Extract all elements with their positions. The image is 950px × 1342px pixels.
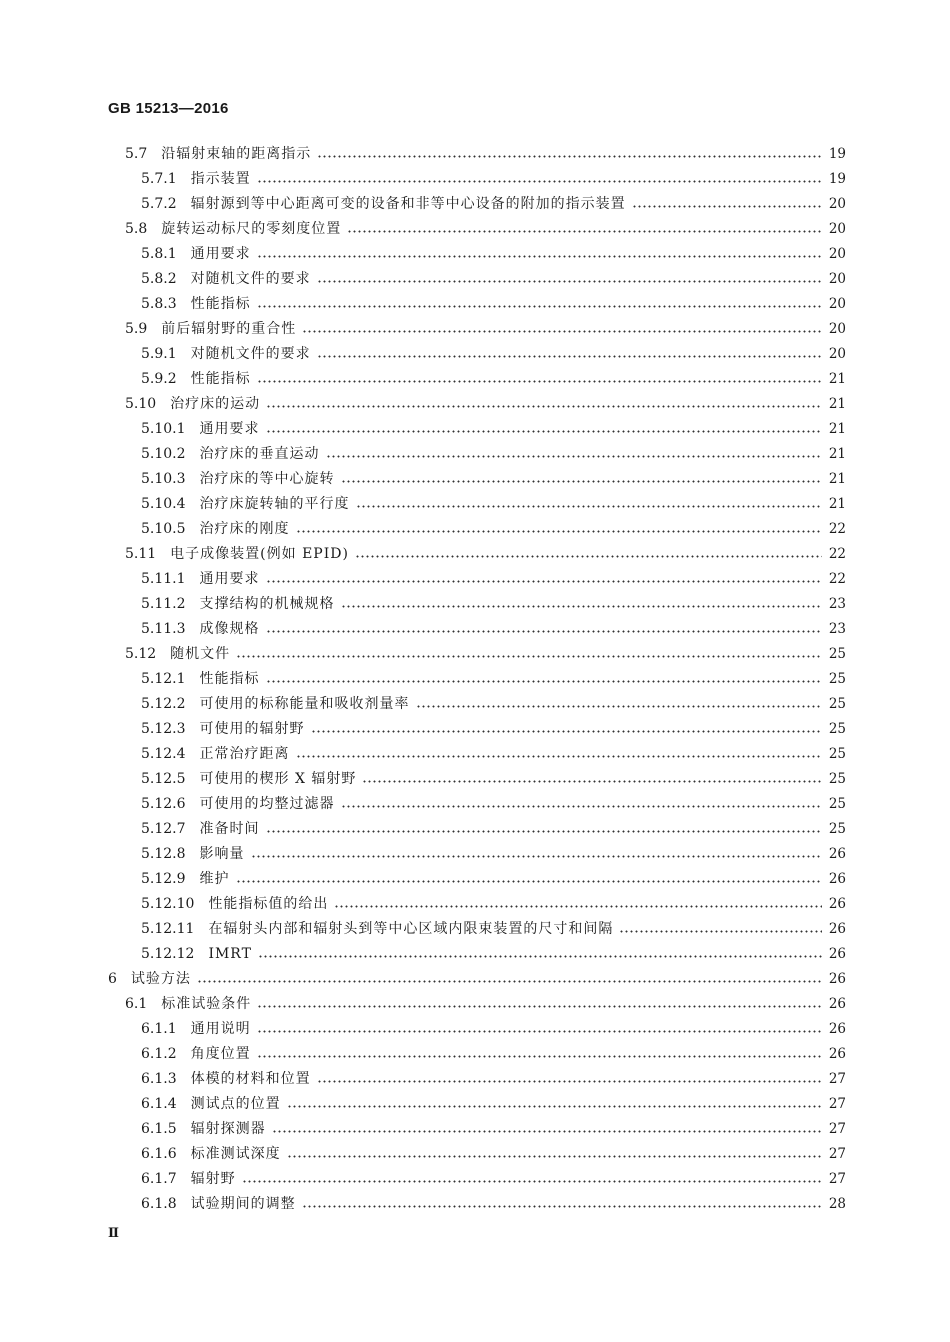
toc-leader-dots: [257, 180, 822, 183]
toc-entry-title: 性能指标: [199, 671, 260, 687]
toc-entry[interactable]: [108, 617, 846, 642]
toc-entry[interactable]: [108, 342, 846, 367]
toc-entry[interactable]: [108, 217, 846, 242]
toc-entry-title: 准备时间: [199, 821, 260, 837]
toc-entry-page: 26: [828, 1046, 846, 1062]
toc-leader-dots: [266, 580, 822, 583]
toc-entry-title: 标准试验条件: [161, 996, 252, 1012]
toc-leader-dots: [296, 755, 822, 758]
toc-entry-page: 22: [828, 546, 846, 562]
toc-entry[interactable]: [108, 1092, 846, 1117]
toc-entry-page: 27: [828, 1121, 846, 1137]
toc-leader-dots: [266, 830, 822, 833]
toc-leader-dots: [362, 780, 822, 783]
toc-entry[interactable]: [108, 292, 846, 317]
toc-entry-title: 测试点的位置: [190, 1096, 281, 1112]
page-number-footer: Ⅱ: [108, 1226, 119, 1241]
toc-entry-number: 5.12: [125, 646, 157, 662]
toc-entry-number: 5.11: [125, 546, 157, 562]
toc-entry[interactable]: [108, 467, 846, 492]
toc-leader-dots: [317, 1080, 822, 1083]
toc-entry-title: 影响量: [199, 846, 245, 862]
toc-entry[interactable]: [108, 592, 846, 617]
toc-entry-number: 5.12.10: [141, 896, 195, 912]
toc-entry-number: 5.12.5: [141, 771, 186, 787]
toc-entry[interactable]: [108, 567, 846, 592]
toc-entry-number: 5.7: [125, 146, 148, 162]
toc-leader-dots: [266, 405, 822, 408]
toc-entry-title: 辐射探测器: [190, 1121, 266, 1137]
toc-entry[interactable]: [108, 892, 846, 917]
toc-entry[interactable]: [108, 417, 846, 442]
toc-entry-page: 27: [828, 1071, 846, 1087]
toc-entry-page: 20: [828, 271, 846, 287]
toc-leader-dots: [272, 1130, 822, 1133]
toc-leader-dots: [334, 905, 822, 908]
toc-entry[interactable]: [108, 992, 846, 1017]
toc-entry[interactable]: [108, 392, 846, 417]
toc-entry[interactable]: [108, 642, 846, 667]
toc-entry-page: 21: [828, 421, 846, 437]
toc-entry-title: 维护: [199, 871, 230, 887]
toc-entry[interactable]: [108, 1042, 846, 1067]
toc-entry-page: 20: [828, 296, 846, 312]
toc-entry-title: 治疗床的运动: [170, 396, 261, 412]
toc-entry-number: 6.1.5: [141, 1121, 177, 1137]
toc-entry-title: 标准测试深度: [190, 1146, 281, 1162]
toc-entry-number: 5.8: [125, 221, 148, 237]
toc-entry-title: 通用说明: [190, 1021, 251, 1037]
toc-entry-page: 20: [828, 221, 846, 237]
toc-leader-dots: [287, 1105, 822, 1108]
toc-entry-page: 27: [828, 1146, 846, 1162]
toc-leader-dots: [341, 480, 822, 483]
toc-entry-title: 体模的材料和位置: [190, 1071, 311, 1087]
toc-leader-dots: [619, 930, 822, 933]
toc-entry-page: 25: [828, 821, 846, 837]
toc-entry-title: 辐射野: [190, 1171, 236, 1187]
toc-leader-dots: [236, 880, 822, 883]
toc-leader-dots: [287, 1155, 822, 1158]
toc-leader-dots: [257, 1055, 822, 1058]
toc-entry-page: 26: [828, 896, 846, 912]
toc-entry-page: 19: [828, 171, 846, 187]
table-of-contents: [108, 142, 846, 1217]
toc-leader-dots: [341, 605, 822, 608]
toc-entry-title: 通用要求: [199, 421, 260, 437]
toc-entry[interactable]: [108, 267, 846, 292]
toc-leader-dots: [236, 655, 822, 658]
toc-leader-dots: [257, 255, 822, 258]
toc-entry-page: 23: [828, 621, 846, 637]
toc-entry-number: 5.12.11: [141, 921, 195, 937]
toc-entry-number: 5.9: [125, 321, 148, 337]
toc-entry-page: 25: [828, 696, 846, 712]
toc-entry[interactable]: [108, 1167, 846, 1192]
toc-leader-dots: [251, 855, 822, 858]
toc-leader-dots: [356, 505, 822, 508]
toc-entry[interactable]: [108, 842, 846, 867]
toc-entry-number: 5.12.12: [141, 946, 195, 962]
toc-leader-dots: [258, 955, 822, 958]
toc-leader-dots: [355, 555, 822, 558]
toc-entry-page: 26: [828, 1021, 846, 1037]
toc-entry-title: 电子成像装置(例如 EPID): [170, 546, 349, 562]
toc-entry-page: 28: [828, 1196, 846, 1212]
toc-entry-title: 随机文件: [170, 646, 231, 662]
toc-entry-page: 23: [828, 596, 846, 612]
toc-entry-title: 前后辐射野的重合性: [161, 321, 297, 337]
toc-entry-title: 可使用的辐射野: [199, 721, 305, 737]
toc-leader-dots: [311, 730, 822, 733]
toc-entry-number: 6.1.6: [141, 1146, 177, 1162]
toc-leader-dots: [266, 430, 822, 433]
toc-entry-number: 5.7.1: [141, 171, 177, 187]
toc-entry-page: 25: [828, 771, 846, 787]
toc-entry-title: 治疗床旋转轴的平行度: [199, 496, 350, 512]
toc-entry-number: 5.10.3: [141, 471, 186, 487]
toc-leader-dots: [257, 1030, 822, 1033]
toc-entry-number: 5.12.9: [141, 871, 186, 887]
toc-entry-page: 20: [828, 346, 846, 362]
toc-entry[interactable]: [108, 367, 846, 392]
toc-entry[interactable]: [108, 667, 846, 692]
toc-entry[interactable]: [108, 742, 846, 767]
toc-entry-page: 27: [828, 1171, 846, 1187]
toc-entry-title: 治疗床的垂直运动: [199, 446, 320, 462]
toc-leader-dots: [317, 355, 822, 358]
toc-entry-number: 5.9.1: [141, 346, 177, 362]
toc-entry-title: 对随机文件的要求: [190, 346, 311, 362]
toc-entry[interactable]: [108, 317, 846, 342]
toc-entry-title: 可使用的标称能量和吸收剂量率: [199, 696, 410, 712]
toc-entry[interactable]: [108, 1192, 846, 1217]
toc-entry[interactable]: [108, 167, 846, 192]
toc-entry-page: 26: [828, 921, 846, 937]
toc-entry-title: 性能指标值的给出: [208, 896, 329, 912]
toc-leader-dots: [302, 330, 822, 333]
toc-entry[interactable]: [108, 242, 846, 267]
toc-entry[interactable]: [108, 942, 846, 967]
toc-leader-dots: [632, 205, 822, 208]
toc-entry[interactable]: [108, 1117, 846, 1142]
toc-leader-dots: [341, 805, 822, 808]
toc-entry[interactable]: [108, 492, 846, 517]
toc-entry-number: 6: [108, 971, 117, 987]
toc-entry-number: 5.8.3: [141, 296, 177, 312]
toc-leader-dots: [257, 380, 822, 383]
toc-entry[interactable]: [108, 792, 846, 817]
toc-entry-number: 5.8.2: [141, 271, 177, 287]
toc-entry-page: 22: [828, 521, 846, 537]
toc-entry-title: 治疗床的刚度: [199, 521, 290, 537]
toc-entry[interactable]: [108, 767, 846, 792]
toc-leader-dots: [242, 1180, 822, 1183]
toc-entry[interactable]: [108, 517, 846, 542]
toc-entry[interactable]: [108, 142, 846, 167]
toc-entry-title: 通用要求: [199, 571, 260, 587]
toc-entry-title: 治疗床的等中心旋转: [199, 471, 335, 487]
toc-entry-number: 5.10.5: [141, 521, 186, 537]
toc-entry[interactable]: [108, 192, 846, 217]
toc-entry-number: 5.10.1: [141, 421, 186, 437]
toc-entry-page: 26: [828, 996, 846, 1012]
toc-entry-number: 5.12.4: [141, 746, 186, 762]
toc-entry-page: 25: [828, 646, 846, 662]
toc-entry-page: 21: [828, 471, 846, 487]
toc-leader-dots: [416, 705, 822, 708]
toc-leader-dots: [257, 1005, 822, 1008]
toc-entry-number: 5.12.8: [141, 846, 186, 862]
toc-entry[interactable]: [108, 1142, 846, 1167]
toc-entry-title: 支撑结构的机械规格: [199, 596, 335, 612]
toc-entry-page: 20: [828, 321, 846, 337]
toc-leader-dots: [347, 230, 822, 233]
toc-leader-dots: [266, 680, 822, 683]
toc-entry-title: 性能指标: [190, 296, 251, 312]
toc-entry[interactable]: [108, 692, 846, 717]
document-header-standard-number: GB 15213—2016: [108, 100, 229, 117]
toc-entry-title: 对随机文件的要求: [190, 271, 311, 287]
toc-entry-number: 6.1.3: [141, 1071, 177, 1087]
toc-entry-number: 6.1.8: [141, 1196, 177, 1212]
toc-entry-number: 5.12.3: [141, 721, 186, 737]
toc-entry-page: 21: [828, 396, 846, 412]
toc-entry-title: 旋转运动标尺的零刻度位置: [161, 221, 342, 237]
toc-leader-dots: [317, 280, 822, 283]
toc-entry[interactable]: [108, 917, 846, 942]
toc-leader-dots: [266, 630, 822, 633]
toc-entry-title: 可使用的均整过滤器: [199, 796, 335, 812]
toc-entry-number: 5.12.6: [141, 796, 186, 812]
toc-entry[interactable]: [108, 442, 846, 467]
toc-entry-page: 20: [828, 246, 846, 262]
toc-entry-title: 成像规格: [199, 621, 260, 637]
toc-entry-page: 25: [828, 796, 846, 812]
toc-entry-page: 25: [828, 721, 846, 737]
toc-entry-number: 5.11.3: [141, 621, 186, 637]
toc-entry-number: 5.8.1: [141, 246, 177, 262]
toc-entry-title: 性能指标: [190, 371, 251, 387]
toc-leader-dots: [317, 155, 822, 158]
toc-entry-title: 试验方法: [130, 971, 191, 987]
toc-entry[interactable]: [108, 867, 846, 892]
toc-entry-number: 6.1.2: [141, 1046, 177, 1062]
toc-entry-number: 6.1.7: [141, 1171, 177, 1187]
toc-entry-page: 20: [828, 196, 846, 212]
toc-entry-number: 5.10: [125, 396, 157, 412]
toc-entry-page: 26: [828, 946, 846, 962]
toc-entry-number: 5.11.1: [141, 571, 186, 587]
toc-entry-number: 6.1.4: [141, 1096, 177, 1112]
toc-entry-page: 21: [828, 496, 846, 512]
toc-entry-page: 22: [828, 571, 846, 587]
toc-entry[interactable]: [108, 1067, 846, 1092]
toc-entry-page: 25: [828, 746, 846, 762]
toc-entry-number: 5.9.2: [141, 371, 177, 387]
toc-entry-page: 26: [828, 971, 846, 987]
toc-entry-number: 5.12.7: [141, 821, 186, 837]
toc-entry-title: 正常治疗距离: [199, 746, 290, 762]
toc-entry-title: 在辐射头内部和辐射头到等中心区域内限束装置的尺寸和间隔: [208, 921, 614, 937]
toc-leader-dots: [326, 455, 822, 458]
toc-entry-page: 19: [828, 146, 846, 162]
toc-entry-title: 通用要求: [190, 246, 251, 262]
toc-entry-number: 5.12.2: [141, 696, 186, 712]
toc-entry[interactable]: [108, 1017, 846, 1042]
toc-entry-title: 角度位置: [190, 1046, 251, 1062]
toc-entry-number: 5.7.2: [141, 196, 177, 212]
toc-entry-number: 6.1.1: [141, 1021, 177, 1037]
toc-entry[interactable]: [108, 817, 846, 842]
toc-entry-page: 27: [828, 1096, 846, 1112]
toc-entry-page: 21: [828, 371, 846, 387]
toc-entry-number: 5.10.2: [141, 446, 186, 462]
toc-leader-dots: [197, 980, 822, 983]
toc-entry[interactable]: [108, 717, 846, 742]
toc-entry-title: IMRT: [208, 946, 252, 962]
toc-entry-page: 26: [828, 846, 846, 862]
toc-entry[interactable]: [108, 542, 846, 567]
toc-entry-title: 沿辐射束轴的距离指示: [161, 146, 312, 162]
toc-entry-page: 26: [828, 871, 846, 887]
toc-entry-number: 6.1: [125, 996, 148, 1012]
toc-entry-title: 指示装置: [190, 171, 251, 187]
toc-entry-number: 5.11.2: [141, 596, 186, 612]
toc-entry-number: 5.10.4: [141, 496, 186, 512]
toc-leader-dots: [257, 305, 822, 308]
toc-entry[interactable]: [108, 967, 846, 992]
toc-entry-title: 可使用的楔形 X 辐射野: [199, 771, 357, 787]
toc-leader-dots: [302, 1205, 822, 1208]
toc-leader-dots: [296, 530, 822, 533]
toc-entry-page: 25: [828, 671, 846, 687]
toc-entry-number: 5.12.1: [141, 671, 186, 687]
toc-entry-title: 试验期间的调整: [190, 1196, 296, 1212]
toc-entry-page: 21: [828, 446, 846, 462]
toc-entry-title: 辐射源到等中心距离可变的设备和非等中心设备的附加的指示装置: [190, 196, 626, 212]
